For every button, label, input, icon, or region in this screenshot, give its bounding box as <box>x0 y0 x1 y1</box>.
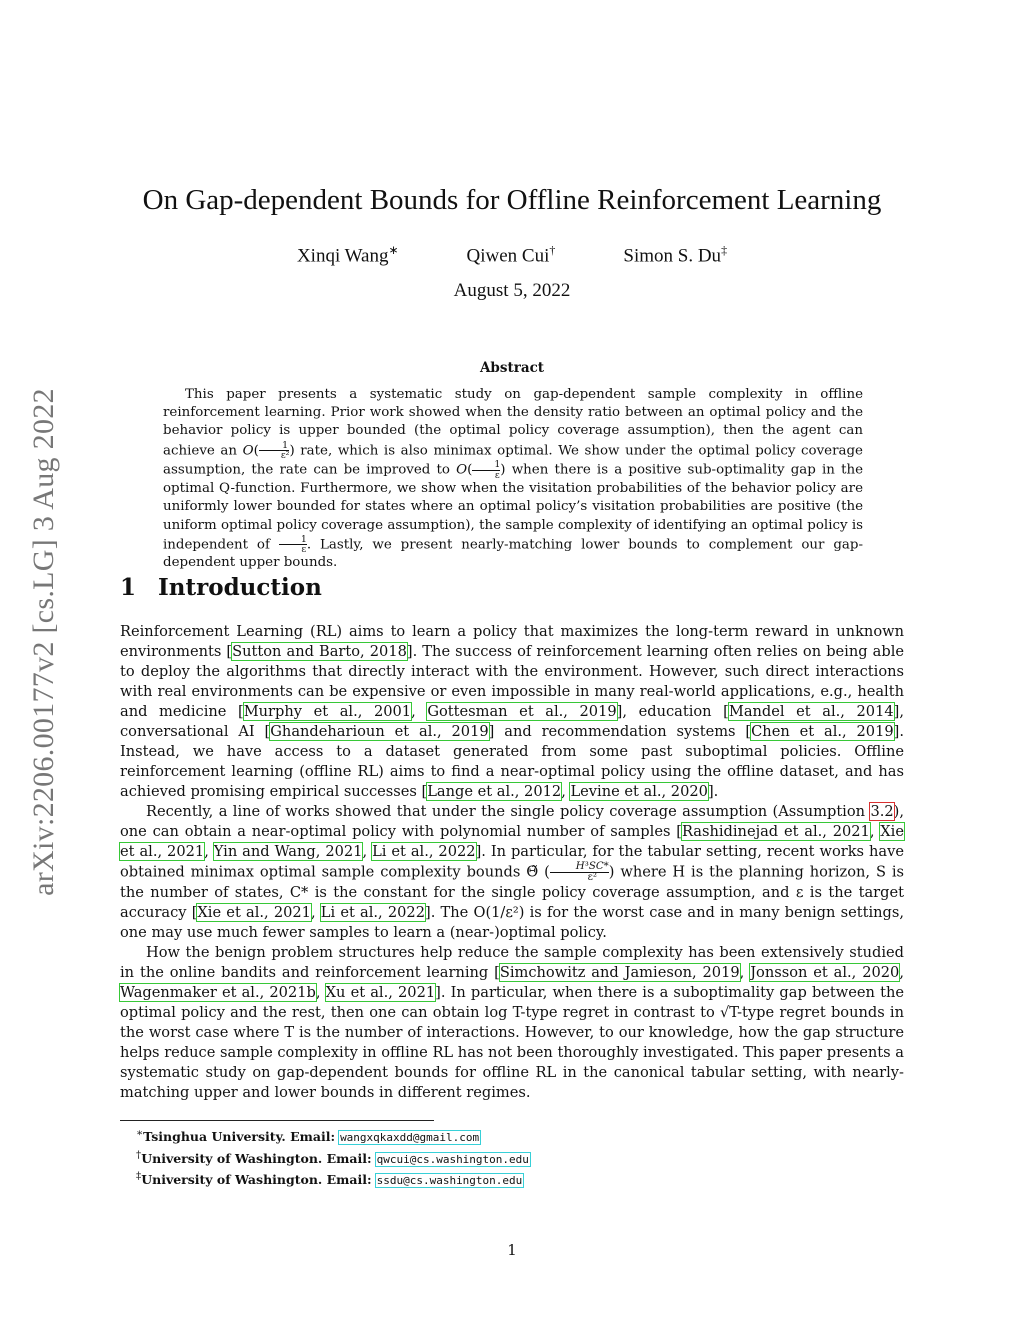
citation-link[interactable]: Mandel et al., 2014 <box>728 703 894 720</box>
abstract-heading: Abstract <box>479 360 545 376</box>
citation-link[interactable]: Gottesman et al., 2019 <box>427 703 617 720</box>
author: Qiwen Cui† <box>466 243 556 267</box>
citation-link[interactable]: Lange et al., 2012 <box>427 783 562 800</box>
citation-link[interactable]: Simchowitz and Jamieson, 2019 <box>499 964 740 982</box>
paragraph: Recently, a line of works showed that under the single policy coverage assumption (Assumption 3.2), one can obtain a near-optimal policy with polynomial number of samples [Rashidinejad et al., 2021, Xie et al., 2021, Yin and Wang, 2021, Li et al., 2022]. In particular, for the tabular setting, recent works have obtained minimax optimal sample complexity bounds Θ̃ ( $\frac{\text{H³SC*}}{\text{ε²}}$ ) where H is the planning horizon, S is the number of states, C* is the constant for the single policy coverage assumption, and ε is the target accuracy [Xie et al., 2021, Li et al., 2022]. The O(1/ε²) is for the worst case and in many benign settings, one may use much fewer samples to learn a (near-)optimal policy. <box>120 803 904 942</box>
introduction-body <box>120 622 904 1103</box>
footnote: ‡University of Washington. Email: ssdu@cs.washington.edu <box>136 1170 523 1188</box>
citation-link[interactable]: Li et al., 2022 <box>372 843 476 860</box>
author: Xinqi Wang∗ <box>296 243 399 267</box>
citation-link[interactable]: Ghandeharioun et al., 2019 <box>270 723 489 740</box>
citation-link[interactable]: Wagenmaker et al., 2021b <box>120 984 316 1002</box>
page-number: 1 <box>507 1241 517 1259</box>
footnotes <box>136 1125 530 1190</box>
citation-link[interactable]: Sutton and Barto, 2018 <box>232 643 407 660</box>
citation-link[interactable]: Li et al., 2022 <box>320 904 425 922</box>
author-list <box>0 240 1024 266</box>
section-heading: 1 Introduction <box>120 574 322 601</box>
citation-link[interactable]: Yin and Wang, 2021 <box>213 843 363 860</box>
citation-link[interactable]: Xie et al., 2021 <box>197 904 311 922</box>
email-link[interactable]: ssdu@cs.washington.edu <box>376 1174 523 1188</box>
footnote: †University of Washington. Email: qwcui@cs.washington.edu <box>136 1148 529 1166</box>
paragraph: Reinforcement Learning (RL) aims to learn a policy that maximizes the long-term reward in unknown environments [Sutton and Barto, 2018]. The success of reinforcement learning often relies on being able to deploy the algorithms that directly interact with the environment. However, such direct interactions with real environments can be expensive or even impossible in many real-world applications, e.g., health and medicine [Murphy et al., 2001, Gottesman et al., 2019], education [Mandel et al., 2014], conversational AI [Ghandeharioun et al., 2019] and recommendation systems [Chen et al., 2019]. Instead, we have access to a dataset generated from some past suboptimal policies. Offline reinforcement learning (offline RL) aims to find a near-optimal policy using the offline dataset, and has achieved promising empirical successes [Lange et al., 2012, Levine et al., 2020]. <box>120 623 904 800</box>
footnote-rule <box>120 1120 434 1121</box>
citation-link[interactable]: Xie et al., 2021 <box>120 823 904 860</box>
abstract-body: This paper presents a systematic study on gap-dependent sample complexity in offline reinforcement learning. Prior work showed when the density ratio between an optimal policy and the behavior policy is upper bounded (the optimal policy coverage assumption), then the agent can achieve an O( $\frac{1}{\text{ε²}}$ ) rate, which is also minimax optimal. We show under the optimal policy coverage assumption, the rate can be improved to O( $\frac{1}{\varepsilon}$ ) when there is a positive sub-optimality gap in the optimal Q-function. Furthermore, we show when the visitation probabilities of the behavior policy are uniformly lower bounded for states where an optimal policy’s visitation probabilities are positive (the uniform optimal policy coverage assumption), the sample complexity of identifying an optimal policy is independent of $\frac{1}{\varepsilon}$ . Lastly, we present nearly-matching lower bounds to complement our gap-dependent upper bounds. <box>163 387 864 571</box>
paper-title: On Gap-dependent Bounds for Offline Reinforcement Learning <box>142 184 882 216</box>
citation-link[interactable]: Levine et al., 2020 <box>570 783 708 800</box>
email-link[interactable]: qwcui@cs.washington.edu <box>376 1152 529 1166</box>
email-link[interactable]: wangxqkaxdd@gmail.com <box>340 1131 480 1145</box>
citation-link[interactable]: Jonsson et al., 2020 <box>750 964 900 982</box>
arxiv-sidebar <box>14 347 74 937</box>
citation-link[interactable]: Xu et al., 2021 <box>325 984 436 1002</box>
author: Simon S. Du‡ <box>623 243 728 267</box>
citation-link[interactable]: Rashidinejad et al., 2021 <box>681 823 870 840</box>
arxiv-identifier: arXiv:2206.00177v2 [cs.LG] 3 Aug 2022 <box>27 388 60 896</box>
citation-link[interactable]: Chen et al., 2019 <box>751 723 894 740</box>
citation-link[interactable]: Murphy et al., 2001 <box>243 703 412 720</box>
paper-date: August 5, 2022 <box>453 280 571 301</box>
assumption-ref-link[interactable]: 3.2 <box>870 803 894 820</box>
footnote: ∗Tsinghua University. Email: wangxqkaxdd@gmail.com <box>136 1127 480 1145</box>
paragraph: How the benign problem structures help reduce the sample complexity has been extensively studied in the online bandits and reinforcement learning [Simchowitz and Jamieson, 2019, Jonsson et al., 2020, Wagenmaker et al., 2021b, Xu et al., 2021]. In particular, when there is a suboptimality gap between the optimal policy and the rest, then one can obtain log T-type regret in contrast to √T-type regret bounds in the worst case where T is the number of interactions. However, to our knowledge, how the gap structure helps reduce sample complexity in offline RL has not been thoroughly investigated. This paper presents a systematic study on gap-dependent bounds for offline RL in the canonical tabular setting, with nearly-matching upper and lower bounds in different regimes. <box>120 944 904 1102</box>
